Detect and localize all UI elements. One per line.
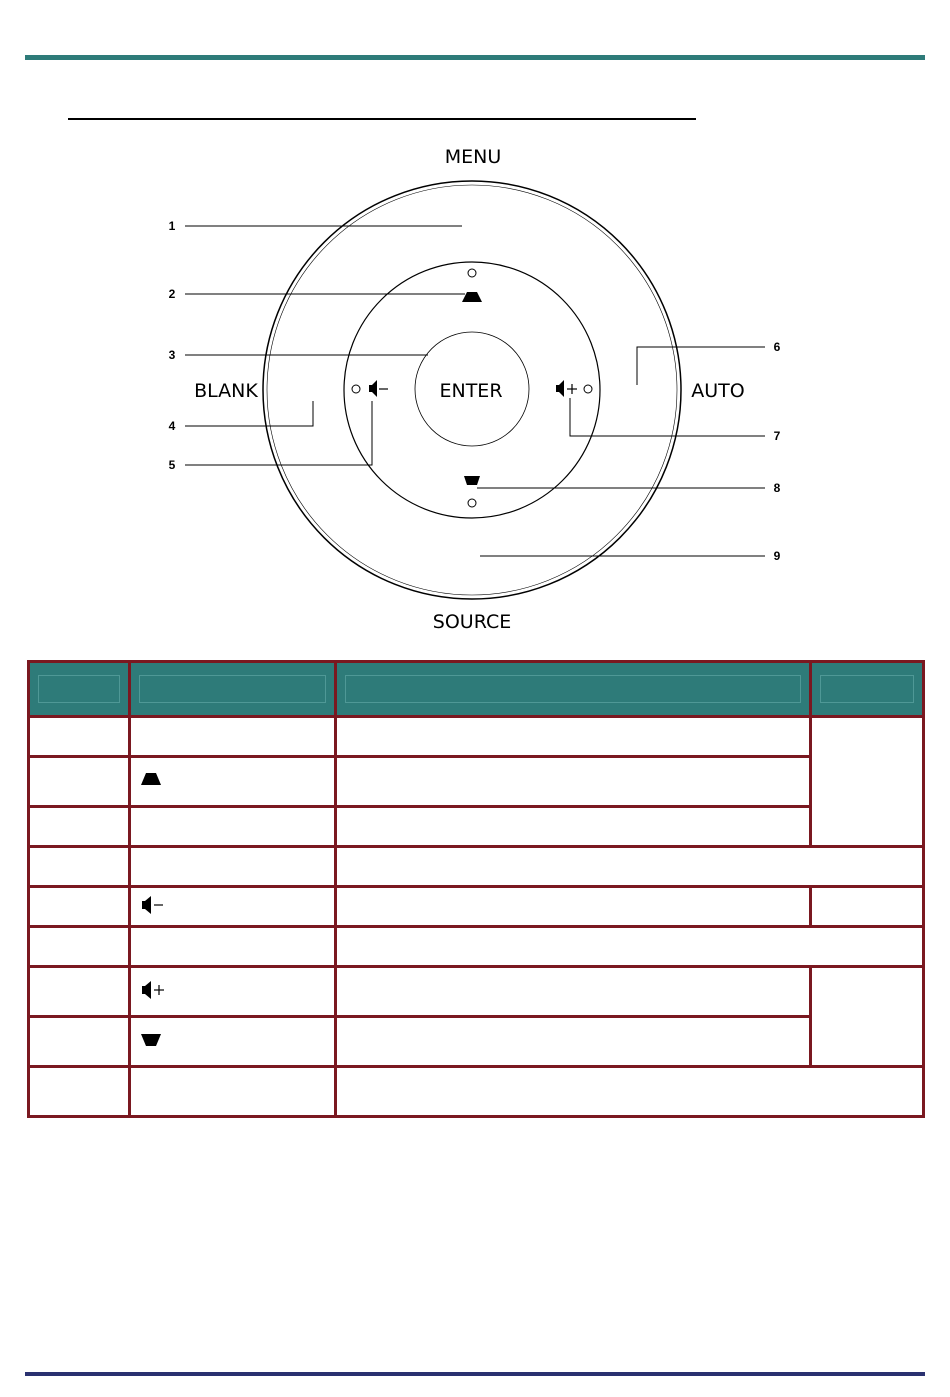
led-indicator-right xyxy=(584,385,592,393)
table-row xyxy=(29,847,924,887)
volume-up-icon[interactable] xyxy=(556,380,577,397)
callout-2: 2 xyxy=(168,287,176,301)
enter-label[interactable]: ENTER xyxy=(439,380,503,402)
auto-label[interactable]: AUTO xyxy=(691,380,745,402)
table-row xyxy=(29,1017,924,1067)
callout-4: 4 xyxy=(168,419,176,433)
callout-3: 3 xyxy=(168,348,176,362)
keystone-down-icon xyxy=(141,1033,165,1047)
header-cell-description xyxy=(336,662,811,717)
table-row xyxy=(29,967,924,1017)
header-cell-see-page xyxy=(811,662,924,717)
volume-down-icon[interactable] xyxy=(369,380,388,397)
volume-down-icon xyxy=(141,895,169,915)
table-row xyxy=(29,807,924,847)
table-row xyxy=(29,757,924,807)
function-table xyxy=(27,660,925,1118)
keypad-diagram xyxy=(0,0,950,650)
blank-label[interactable]: BLANK xyxy=(194,380,258,402)
source-label[interactable]: SOURCE xyxy=(432,611,512,633)
footer-rule xyxy=(25,1372,925,1376)
callout-5: 5 xyxy=(168,458,176,472)
callout-1: 1 xyxy=(168,219,176,233)
led-indicator-bottom xyxy=(468,499,476,507)
menu-label[interactable]: MENU xyxy=(444,146,502,168)
led-indicator-left xyxy=(352,385,360,393)
callout-6: 6 xyxy=(773,340,781,354)
keystone-up-icon xyxy=(141,773,165,787)
table-row xyxy=(29,927,924,967)
table-row xyxy=(29,717,924,757)
table-header-row xyxy=(29,662,924,717)
callout-9: 9 xyxy=(773,549,781,563)
header-cell-label xyxy=(130,662,336,717)
callout-7: 7 xyxy=(773,429,781,443)
header-cell-item xyxy=(29,662,130,717)
led-indicator-top xyxy=(468,269,476,277)
keystone-down-icon[interactable] xyxy=(464,476,480,485)
table-row xyxy=(29,1067,924,1117)
table-row xyxy=(29,887,924,927)
volume-up-icon xyxy=(141,980,169,1000)
callout-8: 8 xyxy=(773,481,781,495)
